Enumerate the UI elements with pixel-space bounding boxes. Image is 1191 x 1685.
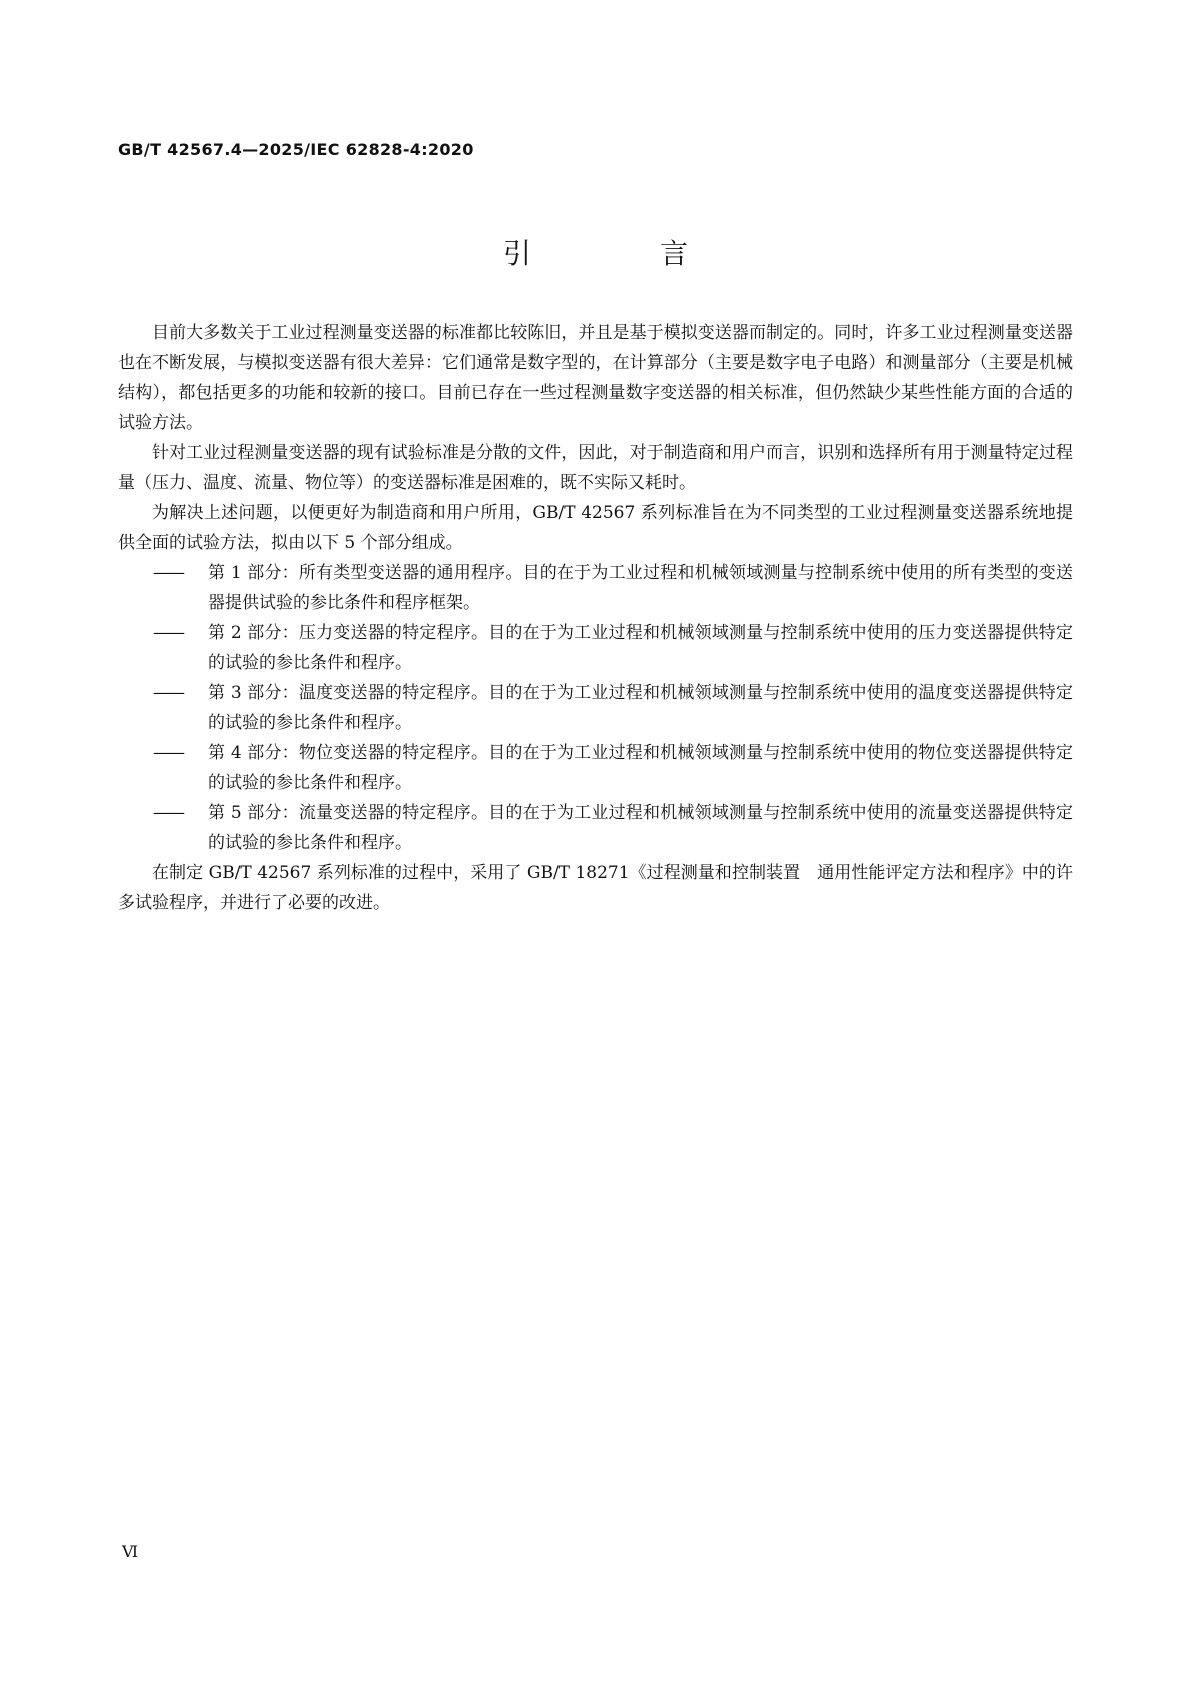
list-dash: —— [153, 563, 183, 583]
list-item [118, 798, 1073, 858]
list-dash: —— [153, 743, 183, 763]
document-body [118, 318, 1073, 918]
list-item-text: 第 4 部分：物位变送器的特定程序。目的在于为工业过程和机械领域测量与控制系统中使用的物位变送器提供特定的试验的参比条件和程序。 [208, 743, 1073, 793]
list-dash: —— [153, 803, 183, 823]
list-item-text: 第 5 部分：流量变送器的特定程序。目的在于为工业过程和机械领域测量与控制系统中使用的流量变送器提供特定的试验的参比条件和程序。 [208, 803, 1073, 853]
list-item-text: 第 2 部分：压力变送器的特定程序。目的在于为工业过程和机械领域测量与控制系统中使用的压力变送器提供特定的试验的参比条件和程序。 [208, 623, 1073, 673]
list-dash: —— [153, 683, 183, 703]
paragraph: 针对工业过程测量变送器的现有试验标准是分散的文件，因此，对于制造商和用户而言，识别和选择所有用于测量特定过程量（压力、温度、流量、物位等）的变送器标准是困难的，既不实际又耗时。 [118, 443, 1073, 493]
list-item [118, 558, 1073, 618]
document-code: GB/T 42567.4—2025/IEC 62828-4:2020 [118, 140, 474, 159]
paragraph: 目前大多数关于工业过程测量变送器的标准都比较陈旧，并且是基于模拟变送器而制定的。同时，许多工业过程测量变送器也在不断发展，与模拟变送器有很大差异：它们通常是数字型的，在计算部分（主要是数字电子电路）和测量部分（主要是机械结构），都包括更多的功能和较新的接口。目前已存在一些过程测量数字变送器的相关标准，但仍然缺少某些性能方面的合适的试验方法。 [118, 323, 1073, 433]
paragraph: 为解决上述问题，以便更好为制造商和用户所用，GB/T 42567 系列标准旨在为不同类型的工业过程测量变送器系统地提供全面的试验方法，拟由以下 5 个部分组成。 [118, 503, 1073, 553]
page-number: Ⅵ [122, 1542, 139, 1561]
list-item-text: 第 3 部分：温度变送器的特定程序。目的在于为工业过程和机械领域测量与控制系统中使用的温度变送器提供特定的试验的参比条件和程序。 [208, 683, 1073, 733]
list-item [118, 678, 1073, 738]
list-dash: —— [153, 623, 183, 643]
list-item [118, 618, 1073, 678]
closing-paragraph: 在制定 GB/T 42567 系列标准的过程中，采用了 GB/T 18271《过程测量和控制装置 通用性能评定方法和程序》中的许多试验程序，并进行了必要的改进。 [118, 863, 1073, 913]
list-item [118, 738, 1073, 798]
page-title: 引 言 [503, 237, 748, 270]
list-item-text: 第 1 部分：所有类型变送器的通用程序。目的在于为工业过程和机械领域测量与控制系统中使用的所有类型的变送器提供试验的参比条件和程序框架。 [208, 563, 1073, 613]
